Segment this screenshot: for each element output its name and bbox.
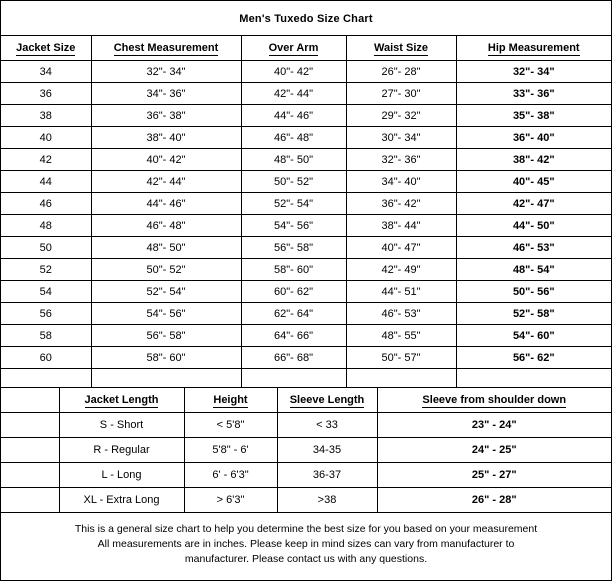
cell-blank bbox=[1, 413, 59, 438]
spacer-cell bbox=[456, 369, 611, 388]
cell-waist: 29"- 32" bbox=[346, 105, 456, 127]
size-table-header-cell bbox=[91, 36, 241, 61]
cell-waist: 30"- 34" bbox=[346, 127, 456, 149]
cell-over-arm: 66"- 68" bbox=[241, 347, 346, 369]
table-row bbox=[1, 171, 611, 193]
cell-chest: 52"- 54" bbox=[91, 281, 241, 303]
cell-jacket-length: XL - Extra Long bbox=[59, 488, 184, 513]
table-row bbox=[1, 149, 611, 171]
cell-over-arm: 58"- 60" bbox=[241, 259, 346, 281]
cell-chest: 50"- 52" bbox=[91, 259, 241, 281]
table-row bbox=[1, 325, 611, 347]
page-title: Men's Tuxedo Size Chart bbox=[239, 13, 373, 25]
header-label: Sleeve from shoulder down bbox=[422, 394, 567, 406]
table-row bbox=[1, 413, 611, 438]
cell-hip: 42"- 47" bbox=[456, 193, 611, 215]
cell-sleeve-length: 36-37 bbox=[277, 463, 377, 488]
cell-over-arm: 46"- 48" bbox=[241, 127, 346, 149]
table-spacer-row bbox=[1, 369, 611, 388]
length-table-header-cell bbox=[277, 388, 377, 413]
table-row bbox=[1, 463, 611, 488]
cell-height: < 5'8" bbox=[184, 413, 277, 438]
cell-chest: 36"- 38" bbox=[91, 105, 241, 127]
cell-sleeve-from-shoulder: 25" - 27" bbox=[377, 463, 611, 488]
footer-line-2: All measurements are in inches. Please keep in mind sizes can vary from manufacturer to bbox=[97, 538, 515, 550]
cell-jacket-size: 42 bbox=[1, 149, 91, 171]
cell-jacket-size: 56 bbox=[1, 303, 91, 325]
size-table-header-cell bbox=[241, 36, 346, 61]
cell-chest: 32"- 34" bbox=[91, 61, 241, 83]
size-table bbox=[1, 35, 611, 388]
cell-jacket-size: 58 bbox=[1, 325, 91, 347]
cell-height: > 6'3" bbox=[184, 488, 277, 513]
cell-hip: 33"- 36" bbox=[456, 83, 611, 105]
cell-waist: 26"- 28" bbox=[346, 61, 456, 83]
cell-chest: 54"- 56" bbox=[91, 303, 241, 325]
cell-waist: 40"- 47" bbox=[346, 237, 456, 259]
cell-chest: 58"- 60" bbox=[91, 347, 241, 369]
cell-jacket-size: 48 bbox=[1, 215, 91, 237]
cell-hip: 35"- 38" bbox=[456, 105, 611, 127]
cell-over-arm: 60"- 62" bbox=[241, 281, 346, 303]
header-label: Sleeve Length bbox=[289, 394, 365, 406]
cell-hip: 54"- 60" bbox=[456, 325, 611, 347]
cell-waist: 50"- 57" bbox=[346, 347, 456, 369]
cell-chest: 42"- 44" bbox=[91, 171, 241, 193]
footer-line-1: This is a general size chart to help you determine the best size for you based on your measurement bbox=[74, 523, 538, 535]
header-label: Waist Size bbox=[374, 42, 428, 54]
cell-jacket-size: 46 bbox=[1, 193, 91, 215]
cell-waist: 42"- 49" bbox=[346, 259, 456, 281]
cell-jacket-size: 60 bbox=[1, 347, 91, 369]
cell-sleeve-length: 34-35 bbox=[277, 438, 377, 463]
cell-hip: 56"- 62" bbox=[456, 347, 611, 369]
table-row bbox=[1, 127, 611, 149]
cell-hip: 46"- 53" bbox=[456, 237, 611, 259]
cell-waist: 34"- 40" bbox=[346, 171, 456, 193]
cell-waist: 48"- 55" bbox=[346, 325, 456, 347]
cell-sleeve-from-shoulder: 23" - 24" bbox=[377, 413, 611, 438]
spacer-cell bbox=[241, 369, 346, 388]
cell-blank bbox=[1, 438, 59, 463]
table-row bbox=[1, 438, 611, 463]
cell-waist: 27"- 30" bbox=[346, 83, 456, 105]
table-row bbox=[1, 237, 611, 259]
cell-jacket-size: 44 bbox=[1, 171, 91, 193]
cell-jacket-size: 38 bbox=[1, 105, 91, 127]
cell-over-arm: 48"- 50" bbox=[241, 149, 346, 171]
cell-waist: 46"- 53" bbox=[346, 303, 456, 325]
cell-hip: 44"- 50" bbox=[456, 215, 611, 237]
length-table-header-cell-blank bbox=[1, 388, 59, 413]
table-row bbox=[1, 303, 611, 325]
header-label: Over Arm bbox=[268, 42, 319, 54]
cell-waist: 38"- 44" bbox=[346, 215, 456, 237]
cell-sleeve-length: < 33 bbox=[277, 413, 377, 438]
spacer-cell bbox=[1, 369, 91, 388]
spacer-cell bbox=[91, 369, 241, 388]
cell-over-arm: 42"- 44" bbox=[241, 83, 346, 105]
cell-jacket-size: 36 bbox=[1, 83, 91, 105]
cell-jacket-size: 34 bbox=[1, 61, 91, 83]
cell-chest: 44"- 46" bbox=[91, 193, 241, 215]
cell-blank bbox=[1, 488, 59, 513]
cell-jacket-length: R - Regular bbox=[59, 438, 184, 463]
size-table-header-cell bbox=[1, 36, 91, 61]
footer-note bbox=[1, 513, 611, 567]
cell-hip: 36"- 40" bbox=[456, 127, 611, 149]
cell-over-arm: 56"- 58" bbox=[241, 237, 346, 259]
cell-sleeve-from-shoulder: 26" - 28" bbox=[377, 488, 611, 513]
length-table-header-cell bbox=[59, 388, 184, 413]
table-row bbox=[1, 259, 611, 281]
cell-height: 5'8" - 6' bbox=[184, 438, 277, 463]
header-label: Chest Measurement bbox=[113, 42, 219, 54]
cell-sleeve-length: >38 bbox=[277, 488, 377, 513]
cell-hip: 32"- 34" bbox=[456, 61, 611, 83]
cell-jacket-size: 40 bbox=[1, 127, 91, 149]
cell-over-arm: 64"- 66" bbox=[241, 325, 346, 347]
cell-over-arm: 40"- 42" bbox=[241, 61, 346, 83]
cell-chest: 56"- 58" bbox=[91, 325, 241, 347]
table-row bbox=[1, 488, 611, 513]
cell-over-arm: 50"- 52" bbox=[241, 171, 346, 193]
cell-jacket-length: S - Short bbox=[59, 413, 184, 438]
cell-hip: 38"- 42" bbox=[456, 149, 611, 171]
table-row bbox=[1, 215, 611, 237]
table-row bbox=[1, 347, 611, 369]
cell-over-arm: 52"- 54" bbox=[241, 193, 346, 215]
footer-line-3: manufacturer. Please contact us with any questions. bbox=[184, 553, 428, 565]
table-row bbox=[1, 193, 611, 215]
header-label: Jacket Length bbox=[84, 394, 159, 406]
cell-over-arm: 54"- 56" bbox=[241, 215, 346, 237]
cell-jacket-size: 54 bbox=[1, 281, 91, 303]
cell-sleeve-from-shoulder: 24" - 25" bbox=[377, 438, 611, 463]
cell-height: 6' - 6'3" bbox=[184, 463, 277, 488]
cell-chest: 48"- 50" bbox=[91, 237, 241, 259]
table-row bbox=[1, 281, 611, 303]
header-label: Jacket Size bbox=[16, 42, 76, 54]
cell-chest: 40"- 42" bbox=[91, 149, 241, 171]
table-row bbox=[1, 83, 611, 105]
table-row bbox=[1, 61, 611, 83]
header-label: Height bbox=[213, 394, 248, 406]
cell-hip: 48"- 54" bbox=[456, 259, 611, 281]
cell-over-arm: 44"- 46" bbox=[241, 105, 346, 127]
size-table-header-cell bbox=[456, 36, 611, 61]
cell-chest: 46"- 48" bbox=[91, 215, 241, 237]
cell-waist: 32"- 36" bbox=[346, 149, 456, 171]
cell-jacket-length: L - Long bbox=[59, 463, 184, 488]
cell-jacket-size: 50 bbox=[1, 237, 91, 259]
cell-jacket-size: 52 bbox=[1, 259, 91, 281]
cell-hip: 52"- 58" bbox=[456, 303, 611, 325]
size-table-header-row bbox=[1, 36, 611, 61]
length-table-header-cell bbox=[184, 388, 277, 413]
size-table-header-cell bbox=[346, 36, 456, 61]
cell-over-arm: 62"- 64" bbox=[241, 303, 346, 325]
cell-waist: 36"- 42" bbox=[346, 193, 456, 215]
header-label: Hip Measurement bbox=[487, 42, 580, 54]
length-table-header-row bbox=[1, 388, 611, 413]
cell-waist: 44"- 51" bbox=[346, 281, 456, 303]
cell-hip: 50"- 56" bbox=[456, 281, 611, 303]
cell-chest: 38"- 40" bbox=[91, 127, 241, 149]
jacket-length-table bbox=[1, 388, 611, 513]
cell-chest: 34"- 36" bbox=[91, 83, 241, 105]
cell-blank bbox=[1, 463, 59, 488]
length-table-header-cell bbox=[377, 388, 611, 413]
table-row bbox=[1, 105, 611, 127]
spacer-cell bbox=[346, 369, 456, 388]
cell-hip: 40"- 45" bbox=[456, 171, 611, 193]
